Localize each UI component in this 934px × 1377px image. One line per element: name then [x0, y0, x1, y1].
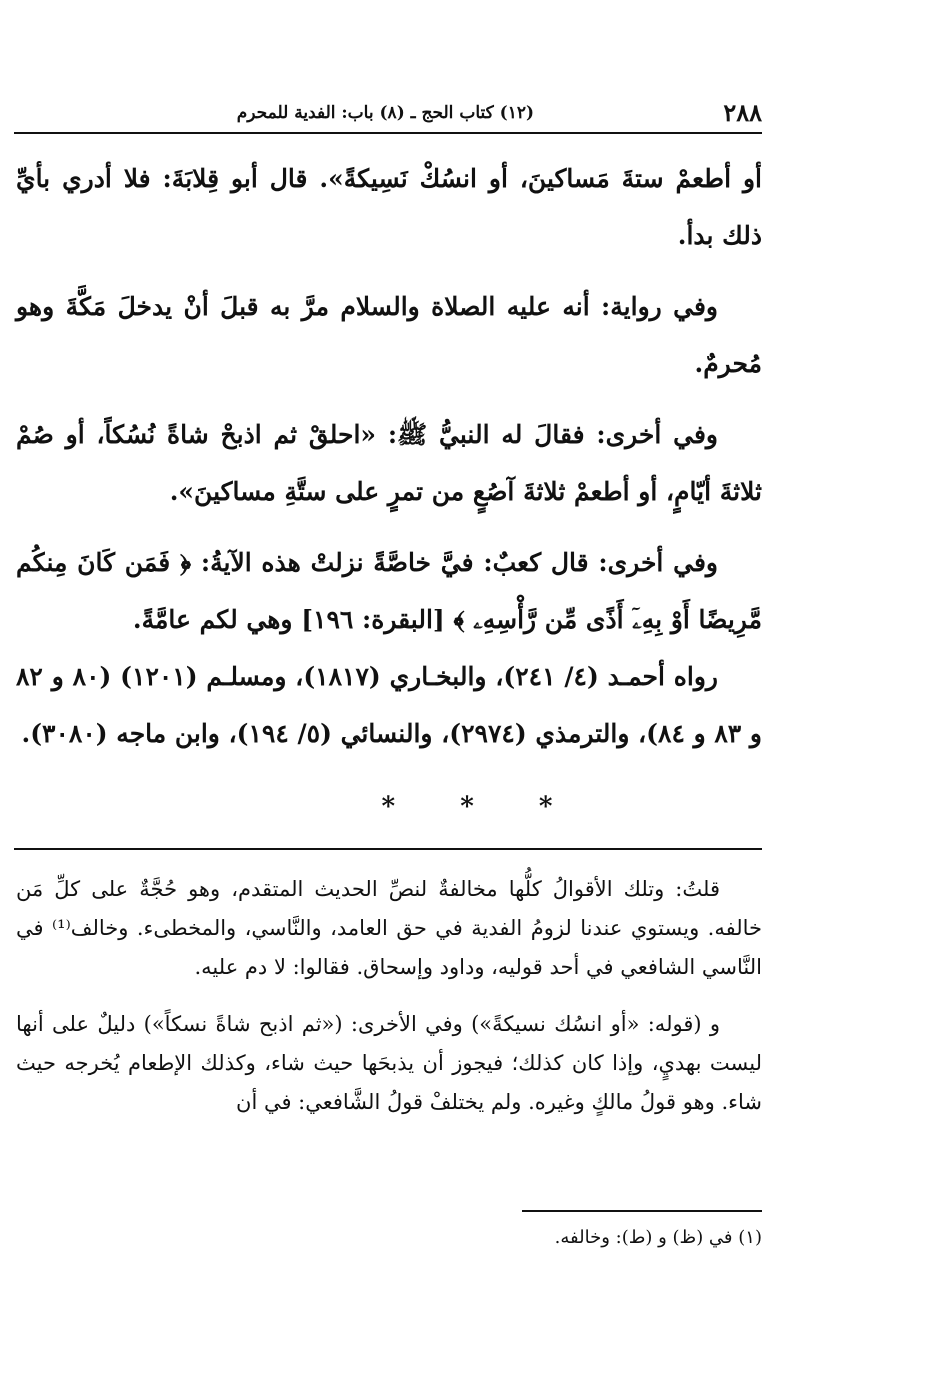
star-ornament: *	[381, 792, 396, 822]
star-ornament: *	[538, 792, 553, 822]
running-title: (١٢) كتاب الحج ـ (٨) باب: الفدية للمحرم	[236, 103, 534, 123]
hadith-paragraph: وفي رواية: أنه عليه الصلاة والسلام مرَّ به قبلَ أنْ يدخلَ مَكَّةَ وهو مُحرمٌ.	[16, 292, 762, 378]
commentary-paragraph: قلتُ: وتلك الأقوالُ كلُّها مخالفةٌ لنصِّ الحديث المتقدم، وهو حُجَّةٌ على كلِّ مَن خالفه. ويستوي عندنا لزومُ الفدية في حق العامد، والنَّاسي، والمخطىء. وخالف⁽¹⁾ في النَّاسي الشافعي في أحد قوليه، وداود وإسحاق. فقالوا: لا دم عليه.	[16, 877, 762, 979]
page-number: ٢٨٨	[723, 98, 762, 127]
takhrij-paragraph: رواه أحمـد (٤/ ٢٤١)، والبخـاري (١٨١٧)، ومسلـم (١٢٠١) (٨٠ و ٨٢ و ٨٣ و ٨٤)، والترمذي (٢٩٧٤)، والنسائي (٥/ ١٩٤)، وابن ماجه (٣٠٨٠).	[16, 662, 762, 748]
page-header	[14, 96, 762, 134]
commentary-divider	[14, 848, 762, 850]
hadith-paragraph: وفي أخرى: فقالَ له النبيُّ ﷺ: «احلقْ ثم اذبحْ شاةً نُسُكاً، أو صُمْ ثلاثةَ أيّامٍ، أو أطعمْ ثلاثةَ آصُعٍ من تمرٍ على ستَّةِ مساكينَ».	[16, 420, 762, 506]
hadith-paragraph: وفي أخرى: قال كعبٌ: فيَّ خاصَّةً نزلتْ هذه الآيةُ: ﴿ فَمَن كَانَ مِنكُم مَّرِيضًا أَوْ بِهِۦٓ أَذًى مِّن رَّأْسِهِۦ ﴾ [البقرة: ١٩٦] وهي لكم عامَّةً.	[16, 548, 762, 634]
footnote-divider	[522, 1210, 762, 1212]
hadith-text	[16, 150, 762, 762]
commentary-paragraph: و (قوله: «أو انسُك نسيكةً») وفي الأخرى: («ثم اذبح شاةً نسكاً») دليلٌ على أنها ليست بهديٍ، وإذا كان كذلك؛ فيجوز أن يذبحَها حيث شاء، وكذلك الإطعام يُخرجه حيث شاء. وهو قولُ مالكٍ وغيره. ولم يختلفْ قولُ الشَّافعي: في أن	[16, 1012, 762, 1114]
hadith-paragraph: أو أطعمْ ستةَ مَساكينَ، أو انسُكْ نَسِيكةً». قال أبو قِلابَةَ: فلا أدري بأيِّ ذلك بدأ.	[16, 164, 762, 250]
section-separator	[0, 792, 934, 822]
footnote: (١) في (ظ) و (ط): وخالفه.	[554, 1227, 762, 1248]
commentary-text	[16, 870, 762, 1122]
star-ornament: *	[460, 792, 474, 822]
